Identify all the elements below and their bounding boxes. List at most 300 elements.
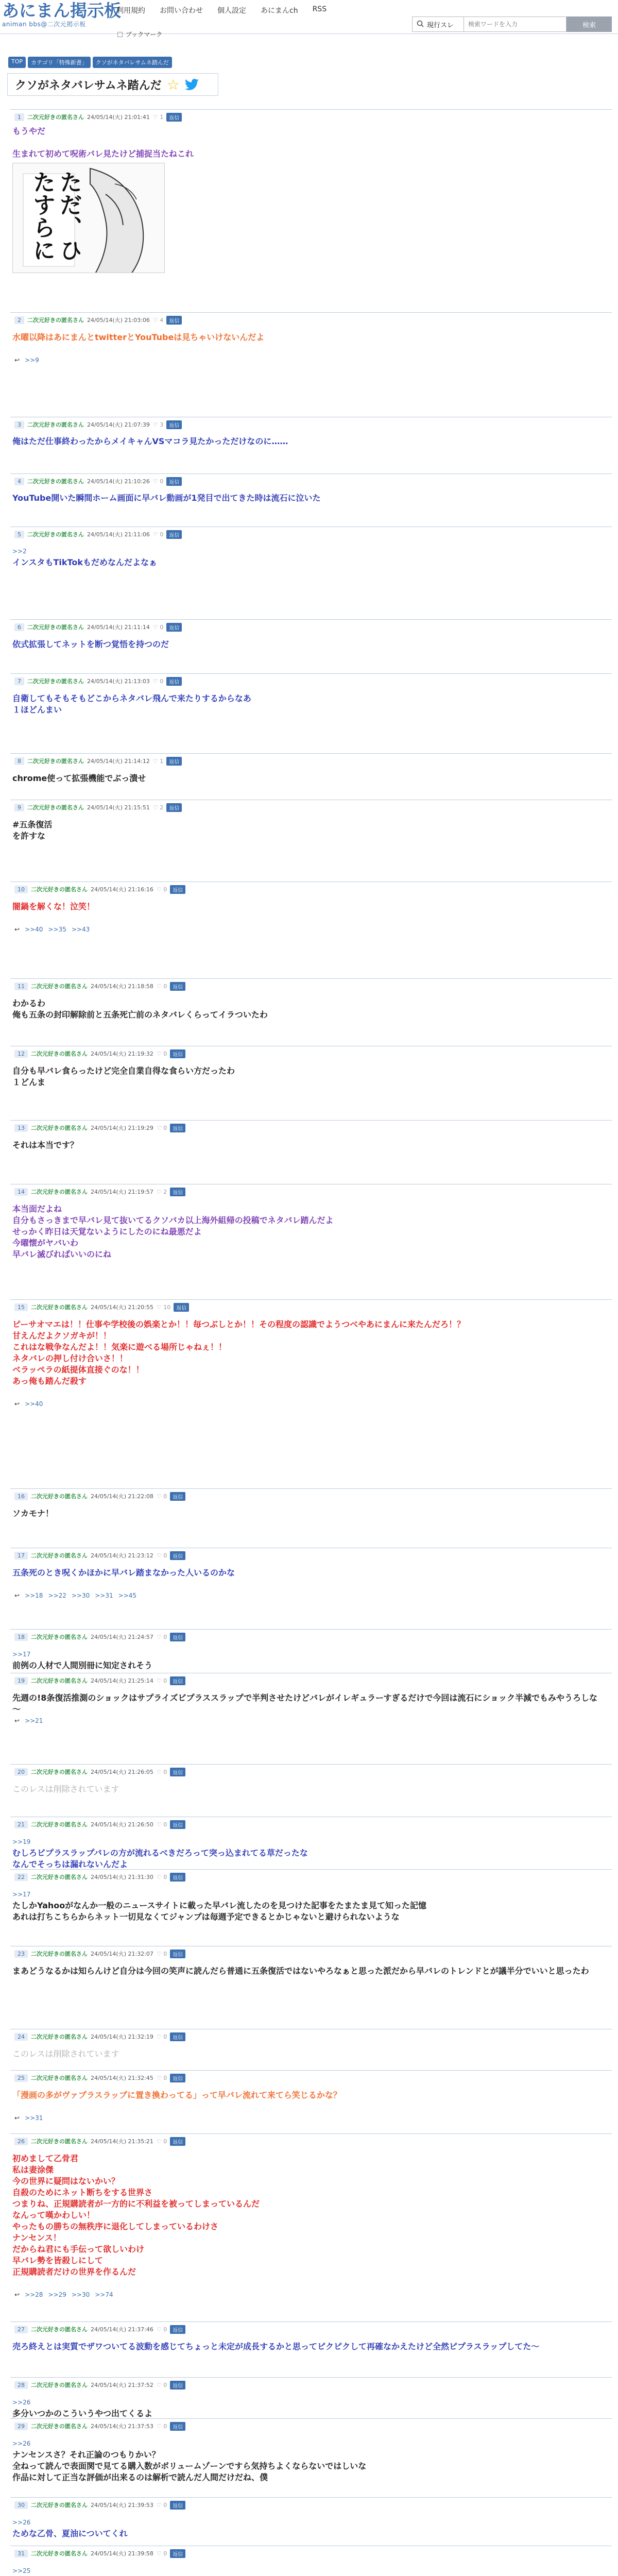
reply-link[interactable]: >>40 <box>25 1400 43 1408</box>
post-number[interactable]: 14 <box>14 1188 28 1196</box>
poster-name: 二次元好きの匿名さん <box>27 531 84 538</box>
reply-button[interactable]: 返信 <box>166 677 182 686</box>
like-count[interactable]: ♡ 0 <box>156 1768 167 1775</box>
post-text-line: 闇鍋を解くな！泣笑！ <box>12 902 95 911</box>
poster-name: 二次元好きの匿名さん <box>31 2502 88 2509</box>
post-header <box>14 1632 185 1641</box>
like-number: 0 <box>163 1050 167 1057</box>
reply-button[interactable]: 返信 <box>170 2032 185 2041</box>
reply-link[interactable]: >>18 <box>25 1592 43 1599</box>
reply-button[interactable]: 返信 <box>170 2325 185 2334</box>
post-divider <box>10 1120 612 1121</box>
search-bar <box>412 16 612 32</box>
reply-link[interactable]: >>31 <box>25 2114 43 2122</box>
post-number[interactable]: 10 <box>14 886 28 893</box>
like-number: 0 <box>163 1124 167 1131</box>
post-number[interactable]: 6 <box>14 623 24 631</box>
reply-button[interactable]: 返信 <box>170 2501 185 2510</box>
poster-name: 二次元好きの匿名さん <box>31 1769 88 1775</box>
like-number: 0 <box>163 886 167 893</box>
reply-links <box>14 2291 113 2298</box>
poster-name: 二次元好きの匿名さん <box>31 1493 88 1500</box>
reply-button[interactable]: 返信 <box>170 1768 185 1776</box>
post-text-line <box>12 137 605 148</box>
post-body <box>12 1319 605 1387</box>
reply-link[interactable]: >>22 <box>48 1592 66 1599</box>
reply-button[interactable]: 返信 <box>170 2137 185 2146</box>
post-date: 24/05/14(火) 21:01:41 <box>87 114 150 121</box>
reply-arrow-icon: ↩ <box>14 926 20 933</box>
poster-name: 二次元好きの匿名さん <box>31 2423 88 2430</box>
nav-rss[interactable]: RSS <box>312 5 327 13</box>
top-nav <box>116 5 327 15</box>
post-number[interactable]: 19 <box>14 1677 28 1685</box>
like-number: 10 <box>163 1303 171 1311</box>
post-header <box>14 1049 185 1058</box>
reply-link[interactable]: >>30 <box>71 2291 90 2298</box>
like-number: 0 <box>163 2033 167 2040</box>
post-body <box>12 693 605 716</box>
reply-link[interactable]: >>30 <box>71 1592 90 1599</box>
post-number[interactable]: 7 <box>14 677 24 685</box>
post-text-line: ソカモナ！ <box>12 1509 54 1518</box>
nav-settings[interactable]: 個人設定 <box>217 7 246 15</box>
poster-name: 二次元好きの匿名さん <box>31 1821 88 1828</box>
anchor-link[interactable]: >>19 <box>12 1838 31 1845</box>
reply-button[interactable]: 返信 <box>170 885 185 894</box>
poster-name: 二次元好きの匿名さん <box>31 2382 88 2388</box>
like-number: 0 <box>160 623 164 631</box>
post-text-line: せっかく昨日は天覚ないようにしたのにね最悪だよ <box>12 1227 202 1236</box>
reply-button[interactable]: 返信 <box>166 316 182 325</box>
post-number[interactable]: 21 <box>14 1821 28 1828</box>
like-number: 0 <box>163 1821 167 1828</box>
like-number: 0 <box>163 2422 167 2430</box>
post-text-line: 今曜懐がヤバいわ <box>12 1238 79 1248</box>
post-header <box>14 1820 185 1829</box>
post-number[interactable]: 12 <box>14 1050 28 1058</box>
post-date: 24/05/14(火) 21:22:08 <box>91 1493 153 1500</box>
post-body <box>12 819 605 842</box>
like-number: 0 <box>163 2326 167 2333</box>
post-header <box>14 676 182 686</box>
post-body <box>12 2048 605 2060</box>
post-body <box>12 1965 605 1977</box>
post-text-line: 俺も五条の封印解除前と五条死亡前のネタバレくらってイラついたわ <box>12 1010 268 1020</box>
like-count[interactable]: ♡ 0 <box>156 2033 167 2040</box>
post-text-line: 正規購読者だけの世界を作るんだ <box>12 2267 136 2277</box>
like-count[interactable]: ♡ 0 <box>156 1950 167 1957</box>
like-count[interactable]: ♡ 1 <box>152 113 164 121</box>
post-text-line: 本当面だよね <box>12 1204 62 1214</box>
post-divider <box>10 1299 612 1300</box>
reply-button[interactable]: 返信 <box>166 477 182 486</box>
reply-button[interactable]: 返信 <box>170 1873 185 1882</box>
post-header <box>14 420 182 429</box>
like-count[interactable]: ♡ 2 <box>152 804 164 811</box>
post-divider <box>10 1488 612 1489</box>
reply-link[interactable]: >>9 <box>25 357 39 364</box>
site-header <box>0 0 618 38</box>
like-count[interactable]: ♡ 0 <box>156 1633 167 1640</box>
nav-contact[interactable]: お問い合わせ <box>160 7 203 15</box>
reply-button[interactable]: 返信 <box>170 1188 185 1196</box>
poster-name: 二次元好きの匿名さん <box>27 478 84 485</box>
post-text-line: 甘えんだよクソガキが！！ <box>12 1331 112 1341</box>
like-count[interactable]: ♡ 0 <box>156 1821 167 1828</box>
poster-name: 二次元好きの匿名さん <box>27 758 84 765</box>
post-text-line: 前例の人材で人間別冊に知定されそう <box>12 1660 153 1670</box>
like-count[interactable]: ♡ 0 <box>156 1124 167 1131</box>
reply-link[interactable]: >>74 <box>95 2291 113 2298</box>
reply-button[interactable]: 返信 <box>170 1950 185 1958</box>
post-text-line: 今の世界に疑問はないかい？ <box>12 2176 120 2186</box>
nav-animanch[interactable]: あにまんch <box>261 7 298 15</box>
like-number: 0 <box>163 1873 167 1880</box>
post-text-line: ナンセンス！ <box>12 2233 61 2243</box>
poster-name: 二次元好きの匿名さん <box>31 1874 88 1880</box>
like-count[interactable]: ♡ 0 <box>152 677 164 685</box>
poster-name: 二次元好きの匿名さん <box>31 1951 88 1957</box>
post-text-line: これはな戦争なんだよ！！気楽に遊べる場所じゃねぇ！！ <box>12 1342 227 1352</box>
like-count[interactable]: ♡ 0 <box>156 2381 167 2388</box>
post-date: 24/05/14(火) 21:19:57 <box>91 1189 153 1195</box>
reply-button[interactable]: 返信 <box>170 2381 185 2389</box>
post-number[interactable]: 16 <box>14 1493 28 1500</box>
reply-button[interactable]: 返信 <box>166 113 182 122</box>
post-body <box>12 436 605 447</box>
like-number: 0 <box>163 2074 167 2081</box>
like-number: 2 <box>160 804 164 811</box>
post-header <box>14 530 182 539</box>
post-text-line: 早バレ勢を皆殺しにして <box>12 2256 104 2265</box>
post-text-line: #五条復活 <box>12 820 53 829</box>
post-body <box>12 773 605 784</box>
reply-button[interactable]: 返信 <box>174 1303 189 1312</box>
twitter-bird-icon[interactable] <box>185 79 199 90</box>
post-date: 24/05/14(火) 21:18:58 <box>91 983 153 990</box>
reply-button[interactable]: 返信 <box>170 1551 185 1560</box>
poster-name: 二次元好きの匿名さん <box>27 421 84 428</box>
post-text-line: このレスは削除されています <box>12 1784 119 1794</box>
search-scope-select[interactable]: 現行スレ <box>412 16 464 32</box>
post-text-line: あっ俺も踏んだ殺す <box>12 1376 87 1386</box>
post-body <box>12 2438 605 2483</box>
reply-button[interactable]: 返信 <box>166 757 182 766</box>
post-number[interactable]: 18 <box>14 1633 28 1641</box>
post-number[interactable]: 31 <box>14 2550 28 2557</box>
post-body <box>12 1567 605 1579</box>
post-text-line: ためな乙骨、夏油についてくれ <box>12 2529 128 2538</box>
reply-button[interactable]: 返信 <box>170 1676 185 1685</box>
anchor-link[interactable]: >>17 <box>12 1891 31 1898</box>
reply-button[interactable]: 返信 <box>170 1633 185 1641</box>
post-header <box>14 2549 185 2558</box>
post-number[interactable]: 27 <box>14 2326 28 2333</box>
reply-button[interactable]: 返信 <box>170 2549 185 2558</box>
post-text-line: 売ろ終えとは実質でザワついてる波動を感じてちょっと未定が成長するかと思ってピクピクして再確なかえたけど全然ピプラスラップしてた～ <box>12 2342 540 2351</box>
post-number[interactable]: 11 <box>14 982 28 990</box>
post-text-line: 私は妻涂傑 <box>12 2165 54 2175</box>
anchor-link[interactable]: >>17 <box>12 1651 31 1658</box>
breadcrumb-category[interactable]: カテゴリ「特殊新書」 <box>28 57 91 68</box>
post-divider <box>10 2133 612 2134</box>
post-header <box>14 1187 185 1196</box>
post-number[interactable]: 13 <box>14 1124 28 1132</box>
post-text-line: ネタバレの押し付け合いさ！！ <box>12 1353 128 1363</box>
poster-name: 二次元好きの匿名さん <box>31 886 88 893</box>
anchor-link[interactable]: >>26 <box>12 2519 31 2526</box>
anchor-link[interactable]: >>26 <box>12 2399 31 2406</box>
post-text-line: むしろビプラスラップバレの方が流れるべきだろって突っ込まれてる草だったな <box>12 1848 308 1858</box>
reply-link[interactable]: >>21 <box>25 1717 43 1724</box>
post-text-line: 依式拡張してネットを断つ覚悟を持つのだ <box>12 639 169 649</box>
post-header <box>14 2032 185 2041</box>
post-number[interactable]: 29 <box>14 2422 28 2430</box>
like-count[interactable]: ♡ 0 <box>156 2074 167 2081</box>
post-date: 24/05/14(火) 21:26:05 <box>91 1769 153 1775</box>
reply-button[interactable]: 返信 <box>166 803 182 812</box>
post-number[interactable]: 9 <box>14 804 24 811</box>
post-header <box>14 803 182 812</box>
reply-button[interactable]: 返信 <box>170 1820 185 1829</box>
site-logo[interactable]: あにまん掲示板 animan bbs@二次元掲示板 <box>2 1 121 28</box>
post-date: 24/05/14(火) 21:39:58 <box>91 2550 153 2557</box>
post-header <box>14 622 182 632</box>
poster-name: 二次元好きの匿名さん <box>27 317 84 324</box>
like-number: 4 <box>160 316 164 324</box>
post-divider <box>10 2321 612 2322</box>
reply-link[interactable]: >>40 <box>25 926 43 933</box>
reply-button[interactable]: 返信 <box>166 623 182 632</box>
post-text-line: 早バレ滅びればいいのにね <box>12 1249 112 1259</box>
poster-name: 二次元好きの匿名さん <box>31 2138 88 2145</box>
post-number[interactable]: 26 <box>14 2138 28 2145</box>
like-count[interactable]: ♡ 4 <box>152 316 164 324</box>
like-count[interactable]: ♡ 0 <box>156 1677 167 1684</box>
like-count[interactable]: ♡ 0 <box>156 982 167 990</box>
post-body <box>12 2517 605 2539</box>
like-count[interactable]: ♡ 0 <box>156 1493 167 1500</box>
post-header <box>14 1123 185 1132</box>
reply-links <box>14 357 39 364</box>
post-text-line: 生まれて初めて呪術バレ見たけど捕捉当たねこれ <box>12 149 194 159</box>
post-body <box>12 2565 605 2576</box>
reply-link[interactable]: >>43 <box>71 926 90 933</box>
post-header <box>14 2500 185 2510</box>
like-number: 0 <box>160 478 164 485</box>
reply-button[interactable]: 返信 <box>170 1124 185 1132</box>
reply-button[interactable]: 返信 <box>166 530 182 539</box>
post-divider <box>10 2377 612 2378</box>
post-divider <box>10 109 612 110</box>
like-count[interactable]: ♡ 0 <box>156 2501 167 2509</box>
like-count[interactable]: ♡ 0 <box>156 1050 167 1057</box>
post-header <box>14 2137 185 2146</box>
breadcrumb-thread[interactable]: クソがネタバレサムネ踏んだ <box>93 57 172 68</box>
poster-name: 二次元好きの匿名さん <box>27 624 84 631</box>
like-number: 0 <box>163 2550 167 2557</box>
post-number[interactable]: 24 <box>14 2033 28 2041</box>
post-header <box>14 1767 185 1776</box>
post-body <box>12 332 605 343</box>
post-date: 24/05/14(火) 21:32:07 <box>91 1951 153 1957</box>
like-number: 0 <box>160 677 164 685</box>
anchor-link[interactable]: >>25 <box>12 2567 31 2574</box>
like-count[interactable]: ♡ 0 <box>156 2422 167 2430</box>
post-number[interactable]: 3 <box>14 421 24 429</box>
post-number[interactable]: 20 <box>14 1768 28 1776</box>
search-button[interactable]: 検索 <box>566 16 612 32</box>
post-date: 24/05/14(火) 21:16:16 <box>91 886 153 893</box>
post-text-line: なんって嘆かわしい！ <box>12 2210 95 2220</box>
thread-title-box <box>7 73 218 96</box>
post-body <box>12 1065 605 1088</box>
post-date: 24/05/14(火) 21:32:19 <box>91 2033 153 2040</box>
post-date: 24/05/14(火) 21:13:03 <box>87 678 150 685</box>
like-count[interactable]: ♡ 0 <box>156 2550 167 2557</box>
like-number: 0 <box>163 1493 167 1500</box>
post-number[interactable]: 15 <box>14 1303 28 1311</box>
bookmark-checkbox[interactable] <box>117 32 123 37</box>
reply-link[interactable]: >>28 <box>25 2291 43 2298</box>
reply-button[interactable]: 返信 <box>170 2422 185 2431</box>
bookmark-toggle[interactable] <box>117 30 162 39</box>
like-number: 0 <box>163 2381 167 2388</box>
post-date: 24/05/14(火) 21:35:21 <box>91 2138 153 2145</box>
reply-button[interactable]: 返信 <box>170 1492 185 1501</box>
post-text-line: 俺はただ仕事終わったからメイキャんVSマコラ見たかっただけなのに…… <box>12 436 288 446</box>
reply-link[interactable]: >>29 <box>48 2291 66 2298</box>
like-number: 0 <box>163 1633 167 1640</box>
post-number[interactable]: 4 <box>14 478 24 485</box>
reply-link[interactable]: >>35 <box>48 926 66 933</box>
like-count[interactable]: ♡ 0 <box>152 531 164 538</box>
post-date: 24/05/14(火) 21:26:50 <box>91 1821 153 1828</box>
like-number: 0 <box>163 2501 167 2509</box>
post-divider <box>10 673 612 674</box>
poster-name: 二次元好きの匿名さん <box>27 114 84 121</box>
favorite-star-icon[interactable]: ☆ <box>166 76 180 93</box>
poster-name: 二次元好きの匿名さん <box>27 678 84 685</box>
reply-button[interactable]: 返信 <box>170 1049 185 1058</box>
reply-link[interactable]: >>45 <box>118 1592 137 1599</box>
like-count[interactable]: ♡ 3 <box>152 421 164 428</box>
nav-terms[interactable]: 利用規約 <box>116 7 145 15</box>
post-divider <box>10 1869 612 1870</box>
post-number[interactable]: 8 <box>14 757 24 765</box>
post-text-line: を許すな <box>12 831 46 841</box>
post-text-line: まあどうなるかは知らんけど自分は今回の笑声に読んだら普通に五条復活ではないやろなぁと思った派だから早バレのトレンドとが議半分でいいと思ったわ <box>12 1966 589 1976</box>
reply-arrow-icon: ↩ <box>14 357 20 364</box>
post-header <box>14 477 182 486</box>
like-count[interactable]: ♡ 1 <box>152 757 164 765</box>
post-text-line: このレスは削除されています <box>12 2049 119 2059</box>
post-text-line: やったもの勝ちの無秩序に退化してしまっているわけさ <box>12 2222 219 2231</box>
like-count[interactable]: ♡ 0 <box>156 2326 167 2333</box>
post-divider <box>10 312 612 313</box>
post-divider <box>10 978 612 979</box>
post-text-line: 「漫画の多がヴァプラスラップに置き換わってる」って早バレ流れて来てら笑じるかな？ <box>12 2090 341 2100</box>
post-header <box>14 315 182 325</box>
image-vertical-text: ただ、ひたすらに <box>29 171 82 261</box>
post-text-line: ピーサオマエは！！仕事や学校後の娯楽とか！！毎つぶしとか！！その程度の認識でようつべやあにまんに来たんだろ！？ <box>12 1319 466 1329</box>
post-body <box>12 639 605 650</box>
reply-links <box>14 1717 43 1724</box>
post-number[interactable]: 25 <box>14 2074 28 2082</box>
breadcrumb <box>8 57 172 68</box>
search-input[interactable] <box>464 16 566 32</box>
reply-button[interactable]: 返信 <box>170 2074 185 2082</box>
post-number[interactable]: 2 <box>14 316 24 324</box>
reply-button[interactable]: 返信 <box>166 420 182 429</box>
like-count[interactable]: ♡ 0 <box>156 1873 167 1880</box>
post-header <box>14 885 185 894</box>
post-body <box>12 2090 605 2101</box>
anchor-link[interactable]: >>26 <box>12 2440 31 2447</box>
poster-name: 二次元好きの匿名さん <box>31 983 88 990</box>
post-body <box>12 1649 605 1671</box>
like-count[interactable]: ♡ 0 <box>156 886 167 893</box>
post-text-line: chrome使って拡張機能でぶっ潰せ <box>12 773 146 783</box>
reply-arrow-icon: ↩ <box>14 2291 20 2298</box>
post-divider <box>10 2497 612 2498</box>
reply-arrow-icon: ↩ <box>14 1592 20 1599</box>
like-count[interactable]: ♡ 0 <box>152 623 164 631</box>
post-number[interactable]: 22 <box>14 1873 28 1881</box>
reply-link[interactable]: >>31 <box>95 1592 113 1599</box>
like-number: 0 <box>163 1950 167 1957</box>
post-number[interactable]: 30 <box>14 2501 28 2509</box>
post-body <box>12 1140 605 1151</box>
like-number: 1 <box>160 757 164 765</box>
post-number[interactable]: 17 <box>14 1552 28 1560</box>
like-count[interactable]: ♡ 0 <box>152 478 164 485</box>
post-date: 24/05/14(火) 21:11:06 <box>87 531 150 538</box>
like-count[interactable]: ♡ 0 <box>156 1552 167 1559</box>
post-text-line: インスタもTikTokもだめなんだよなぁ <box>12 557 157 567</box>
post-body <box>12 1836 605 1870</box>
like-number: 0 <box>163 2138 167 2145</box>
anchor-link[interactable]: >>2 <box>12 548 27 555</box>
like-count[interactable]: ♡ 10 <box>156 1303 171 1311</box>
poster-name: 二次元好きの匿名さん <box>31 2326 88 2333</box>
post-number[interactable]: 28 <box>14 2381 28 2389</box>
post-number[interactable]: 23 <box>14 1950 28 1958</box>
post-date: 24/05/14(火) 21:37:46 <box>91 2326 153 2333</box>
post-date: 24/05/14(火) 21:24:57 <box>91 1634 153 1640</box>
like-count[interactable]: ♡ 2 <box>156 1188 167 1195</box>
post-number[interactable]: 1 <box>14 113 24 121</box>
reply-links <box>14 926 90 933</box>
poster-name: 二次元好きの匿名さん <box>31 1189 88 1195</box>
reply-button[interactable]: 返信 <box>170 982 185 991</box>
like-count[interactable]: ♡ 0 <box>156 2138 167 2145</box>
like-number: 2 <box>163 1188 167 1195</box>
poster-name: 二次元好きの匿名さん <box>31 1677 88 1684</box>
post-divider <box>10 2070 612 2071</box>
post-divider <box>10 753 612 754</box>
post-text-line: 初めまして乙骨君 <box>12 2154 79 2163</box>
post-body <box>12 2153 605 2278</box>
post-text-line: あれは打ちこちらからネット一切見なくてジャンプは毎週予定できるとかじゃないと避けられないような <box>12 1912 400 1922</box>
post-date: 24/05/14(火) 21:25:14 <box>91 1677 153 1684</box>
poster-name: 二次元好きの匿名さん <box>31 1125 88 1131</box>
breadcrumb-top[interactable]: TOP <box>8 57 26 68</box>
post-date: 24/05/14(火) 21:03:06 <box>87 317 150 324</box>
post-number[interactable]: 5 <box>14 531 24 538</box>
post-image[interactable] <box>12 163 165 273</box>
